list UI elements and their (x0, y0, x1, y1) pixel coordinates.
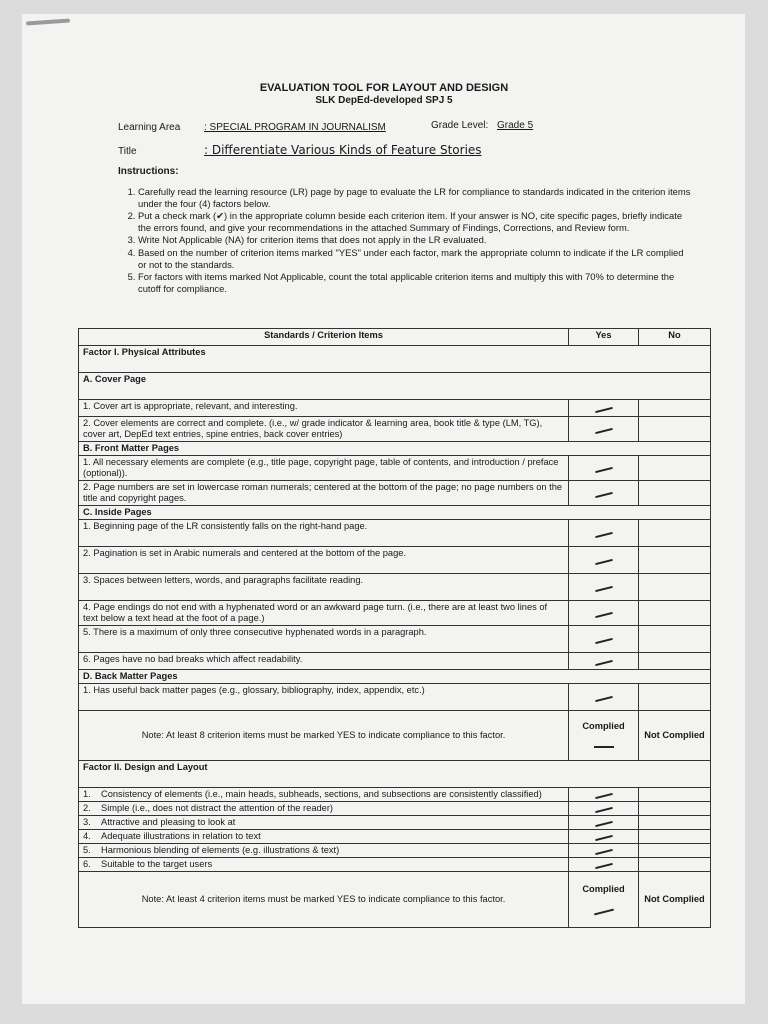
instruction-item: 2. Put a check mark (✔) in the appropriate column beside each criterion item. If your answer is NO, cite specific pages, briefly indicate the errors found, and give your recommendations in the attached Summary of Findings, Corrections, and Review form. (138, 210, 694, 233)
item-number: 4. (83, 831, 91, 841)
complied-label: Complied (582, 883, 625, 894)
no-cell[interactable] (639, 417, 711, 442)
yes-cell[interactable] (569, 830, 639, 844)
no-cell[interactable] (639, 788, 711, 802)
no-cell[interactable] (639, 816, 711, 830)
title-value: : Differentiate Various Kinds of Feature Stories (204, 143, 482, 157)
criterion-item (79, 802, 569, 816)
no-column-header: No (639, 329, 711, 346)
title-label: Title (118, 146, 137, 157)
item-number: 1. (83, 789, 91, 799)
criterion-item: 3. Spaces between letters, words, and paragraphs facilitate reading. (79, 574, 569, 601)
instructions-heading: Instructions: (118, 166, 179, 177)
complied-cell[interactable] (569, 872, 639, 928)
item-text: Simple (i.e., does not distract the attention of the reader) (101, 803, 334, 813)
yes-cell[interactable] (569, 456, 639, 481)
section-heading: D. Back Matter Pages (79, 670, 711, 684)
item-number: 2. (83, 803, 91, 813)
yes-cell[interactable] (569, 601, 639, 626)
item-text: Attractive and pleasing to look at (101, 817, 236, 827)
no-cell[interactable] (639, 626, 711, 653)
yes-cell[interactable] (569, 626, 639, 653)
complied-cell[interactable] (569, 711, 639, 761)
item-text: Suitable to the target users (101, 859, 213, 869)
no-cell[interactable] (639, 520, 711, 547)
yes-cell[interactable] (569, 481, 639, 506)
check-mark-icon (595, 849, 613, 855)
no-cell[interactable] (639, 844, 711, 858)
check-mark-icon (595, 491, 613, 497)
learning-area-value: : SPECIAL PROGRAM IN JOURNALISM (204, 122, 386, 133)
section-heading: B. Front Matter Pages (79, 442, 711, 456)
no-cell[interactable] (639, 858, 711, 872)
criterion-item: 2. Page numbers are set in lowercase roman numerals; centered at the bottom of the page; no page numbers on the title and copyright pages. (79, 481, 569, 506)
factor-heading: Factor II. Design and Layout (79, 761, 711, 788)
learning-area-label: Learning Area (118, 122, 181, 133)
check-mark-icon (595, 531, 613, 537)
criterion-item (79, 830, 569, 844)
no-cell[interactable] (639, 802, 711, 816)
check-mark-icon (594, 908, 614, 915)
not-complied-cell[interactable]: Not Complied (639, 872, 711, 928)
check-mark-icon (595, 406, 613, 412)
item-number: 5. (83, 845, 91, 855)
check-mark-icon (595, 466, 613, 472)
instruction-item: 4. Based on the number of criterion items marked "YES" under each factor, mark the appropriate column to indicate if the LR complied or not to the standards. (138, 247, 694, 270)
check-mark-icon (595, 821, 613, 827)
check-mark-icon (595, 835, 613, 841)
no-cell[interactable] (639, 830, 711, 844)
check-mark-icon (595, 558, 613, 564)
yes-cell[interactable] (569, 520, 639, 547)
section-heading: C. Inside Pages (79, 506, 711, 520)
check-mark-icon (595, 427, 613, 433)
not-complied-cell[interactable]: Not Complied (639, 711, 711, 761)
yes-cell[interactable] (569, 653, 639, 670)
criterion-item: 2. Cover elements are correct and complete. (i.e., w/ grade indicator & learning area, book title & type (LM, TG), cover art, DepEd text entries, spine entries, back cover entries) (79, 417, 569, 442)
yes-cell[interactable] (569, 844, 639, 858)
item-text: Adequate illustrations in relation to text (101, 831, 261, 841)
criterion-item (79, 858, 569, 872)
no-cell[interactable] (639, 547, 711, 574)
criterion-item: 1. Has useful back matter pages (e.g., glossary, bibliography, index, appendix, etc.) (79, 684, 569, 711)
item-text: Consistency of elements (i.e., main heads, subheads, sections, and subsections are consistently classified) (101, 789, 542, 799)
yes-column-header: Yes (569, 329, 639, 346)
item-number: 6. (83, 859, 91, 869)
grade-level-value: Grade 5 (497, 120, 534, 131)
criterion-item: 1. All necessary elements are complete (e.g., title page, copyright page, table of contents, and introduction / preface (optional)). (79, 456, 569, 481)
yes-cell[interactable] (569, 802, 639, 816)
yes-cell[interactable] (569, 574, 639, 601)
no-cell[interactable] (639, 684, 711, 711)
instruction-item: 1. Carefully read the learning resource (LR) page by page to evaluate the LR for compliance to standards indicated in the criterion items under the four (4) factors below. (138, 186, 694, 209)
check-mark-icon (595, 863, 613, 869)
criterion-item (79, 844, 569, 858)
check-mark-icon (595, 637, 613, 643)
yes-cell[interactable] (569, 684, 639, 711)
document-title: EVALUATION TOOL FOR LAYOUT AND DESIGN (259, 82, 509, 94)
criterion-item: 2. Pagination is set in Arabic numerals and centered at the bottom of the page. (79, 547, 569, 574)
criterion-item (79, 816, 569, 830)
instruction-item: 3. Write Not Applicable (NA) for criterion items that does not apply in the LR evaluated. (138, 234, 694, 246)
criterion-item: 1. Beginning page of the LR consistently falls on the right-hand page. (79, 520, 569, 547)
criterion-item (79, 788, 569, 802)
check-mark-icon (594, 746, 614, 748)
check-mark-icon (595, 611, 613, 617)
item-text: Harmonious blending of elements (e.g. illustrations & text) (101, 845, 340, 855)
criteria-column-header: Standards / Criterion Items (79, 329, 569, 346)
criterion-item: 1. Cover art is appropriate, relevant, and interesting. (79, 400, 569, 417)
instructions-list (112, 186, 694, 295)
yes-cell[interactable] (569, 400, 639, 417)
compliance-note: Note: At least 8 criterion items must be marked YES to indicate compliance to this factor. (79, 711, 569, 761)
evaluation-table (78, 328, 711, 928)
no-cell[interactable] (639, 601, 711, 626)
complied-label: Complied (582, 720, 625, 731)
grade-level-label: Grade Level: (431, 120, 489, 131)
factor-heading: Factor I. Physical Attributes (79, 346, 711, 373)
check-mark-icon (595, 585, 613, 591)
no-cell[interactable] (639, 574, 711, 601)
no-cell[interactable] (639, 481, 711, 506)
check-mark-icon (595, 695, 613, 701)
compliance-note: Note: At least 4 criterion items must be marked YES to indicate compliance to this factor. (79, 872, 569, 928)
instruction-item: 5. For factors with items marked Not Applicable, count the total applicable criterion items and multiply this with 70% to determine the cutoff for compliance. (138, 271, 694, 294)
criterion-item: 6. Pages have no bad breaks which affect readability. (79, 653, 569, 670)
no-cell[interactable] (639, 653, 711, 670)
yes-cell[interactable] (569, 788, 639, 802)
no-cell[interactable] (639, 456, 711, 481)
yes-cell[interactable] (569, 858, 639, 872)
item-number: 3. (83, 817, 91, 827)
check-mark-icon (595, 659, 613, 665)
check-mark-icon (595, 807, 613, 813)
yes-cell[interactable] (569, 547, 639, 574)
check-mark-icon (595, 793, 613, 799)
document-subtitle: SLK DepEd-developed SPJ 5 (315, 95, 453, 106)
no-cell[interactable] (639, 400, 711, 417)
criterion-item: 4. Page endings do not end with a hyphenated word or an awkward page turn. (i.e., there are at least two lines of text below a text head at the foot of a page.) (79, 601, 569, 626)
yes-cell[interactable] (569, 417, 639, 442)
section-heading: A. Cover Page (79, 373, 711, 400)
yes-cell[interactable] (569, 816, 639, 830)
criterion-item: 5. There is a maximum of only three consecutive hyphenated words in a paragraph. (79, 626, 569, 653)
